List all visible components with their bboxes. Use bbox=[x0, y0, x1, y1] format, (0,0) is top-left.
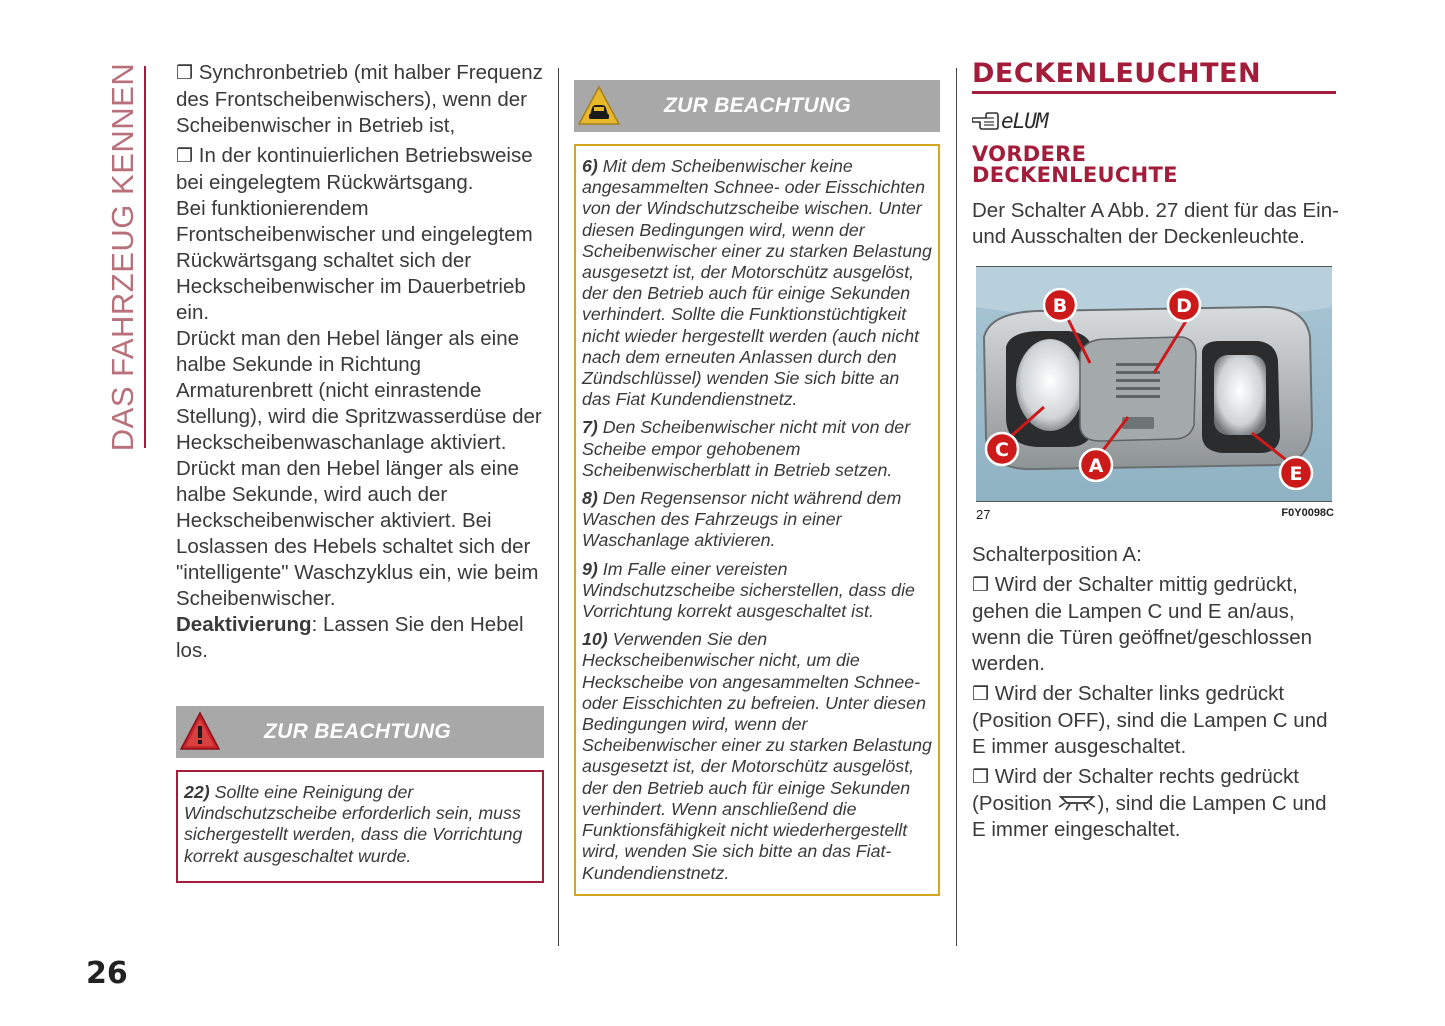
elum-label: eLUM bbox=[1001, 109, 1048, 133]
figure-number: 27 bbox=[976, 507, 991, 522]
bullet-paragraph: ❒ Wird der Schalter links gedrückt (Position OFF), sind die Lampen C und E immer ausgeschaltet. bbox=[972, 682, 1328, 758]
column-2 bbox=[574, 80, 940, 896]
switch-heading: Schalterposition A: bbox=[972, 543, 1142, 566]
bullet-paragraph: ❒ Wird der Schalter rechts gedrückt (Position ), sind die Lampen C und E immer eingeschaltet. bbox=[972, 765, 1327, 841]
switch-positions bbox=[972, 542, 1340, 843]
ceiling-light-illustration bbox=[976, 267, 1332, 501]
warning-note-box bbox=[176, 770, 544, 883]
car-warning-icon bbox=[576, 84, 622, 128]
bullet-paragraph: ❒ Synchronbetrieb (mit halber Frequenz des Frontscheibenwischers), wenn der Scheibenwischer in Betrieb ist, bbox=[176, 61, 543, 137]
warning-note-box bbox=[574, 144, 940, 896]
ceiling-light-figure bbox=[976, 266, 1332, 502]
figure-code: F0Y0098C bbox=[1281, 507, 1334, 519]
pointing-hand-icon bbox=[972, 110, 1000, 132]
side-section-title bbox=[100, 62, 146, 452]
bullet-paragraph: ❒ Wird der Schalter mittig gedrückt, gehen die Lampen C und E an/aus, wenn die Türen geöffnet/geschlossen werden. bbox=[972, 573, 1313, 675]
warning-triangle-icon bbox=[178, 710, 222, 754]
column-1 bbox=[176, 60, 544, 883]
section-title: DECKENLEUCHTEN bbox=[972, 58, 1336, 94]
warning-title: ZUR BEACHTUNG bbox=[664, 94, 852, 117]
page-number: 26 bbox=[86, 956, 128, 991]
warning-title: ZUR BEACHTUNG bbox=[264, 720, 452, 743]
figure-label-b: B bbox=[1052, 295, 1068, 317]
figure-label-d: D bbox=[1176, 295, 1192, 317]
lamp-on-icon bbox=[1057, 793, 1097, 813]
deactivation-paragraph: Deaktivierung: Lassen Sie den Hebel los. bbox=[176, 613, 524, 662]
figure-caption bbox=[976, 507, 1334, 522]
column-divider bbox=[956, 68, 957, 946]
note-item: 8) Den Regensensor nicht während dem Waschen des Fahrzeugs in einer Waschanlage aktivieren. bbox=[582, 488, 902, 551]
bullet-paragraph: ❒ In der kontinuierlichen Betriebsweise bei eingelegtem Rückwärtsgang. bbox=[176, 144, 533, 194]
intro-paragraph: Der Schalter A Abb. 27 dient für das Ein- und Ausschalten der Deckenleuchte. bbox=[972, 199, 1339, 248]
figure-27 bbox=[976, 266, 1340, 522]
column-divider bbox=[558, 68, 559, 946]
column-3 bbox=[972, 58, 1340, 843]
figure-label-a: A bbox=[1088, 455, 1104, 477]
note-item: 22) Sollte eine Reinigung der Windschutzscheibe erforderlich sein, muss sichergestellt werden, dass die Vorrichtung korrekt ausgeschaltet wurde. bbox=[184, 782, 523, 866]
note-item: 10) Verwenden Sie den Heckscheibenwischer nicht, um die Heckscheibe von angesammelten Schnee- oder Eisschichten zu befreien. Unter diesen Bedingungen wird, wenn der Scheibenwischer einer zu starken Belastung ausgesetzt ist, der Motorschütz ausgelöst, der den Betrieb auch für einige Sekunden verhindert. Wenn anschließend die Funktionsfähigkeit nicht wiederhergestellt wird, wenden Sie sich bitte an das Fiat-Kundendienstnetz. bbox=[582, 629, 932, 883]
sub-title: VORDERE DECKENLEUCHTE bbox=[972, 142, 1178, 187]
note-item: 9) Im Falle einer vereisten Windschutzscheibe sicherstellen, dass die Vorrichtung korrekt ausgeschaltet ist. bbox=[582, 558, 915, 622]
figure-label-e: E bbox=[1289, 463, 1303, 485]
paragraph: Bei funktionierendem Frontscheibenwischer und eingelegtem Rückwärtsgang schaltet sich der Heckscheibenwischer im Dauerbetrieb ein. bbox=[176, 197, 533, 324]
elum-marker bbox=[972, 106, 1340, 136]
warning-bar bbox=[574, 80, 940, 132]
figure-label-c: C bbox=[995, 439, 1009, 461]
note-item: 6) Mit dem Scheibenwischer keine angesammelten Schnee- oder Eisschichten von der Windschutzscheibe wischen. Unter diesen Bedingungen wird, wenn der Scheibenwischer einer zu starken Belastung ausgesetzt ist, der Motorschütz ausgelöst, der den Betrieb auch für einige Sekunden verhindert. Sollte die Funktionstüchtigkeit nicht wieder hergestellt werden (auch nicht nach dem erneuten Anlassen durch den Zündschlüssel) wenden Sie sich bitte an das Fiat Kundendienstnetz. bbox=[582, 156, 932, 410]
note-item: 7) Den Scheibenwischer nicht mit von der Scheibe empor gehobenem Scheibenwischerblatt in Betrieb setzen. bbox=[582, 417, 911, 480]
warning-bar bbox=[176, 706, 544, 758]
side-title-text: DAS FAHRZEUG KENNEN bbox=[105, 62, 140, 452]
paragraph: Drückt man den Hebel länger als eine halbe Sekunde in Richtung Armaturenbrett (nicht einrastende Stellung), wird die Spritzwasserdüse der Heckscheibenwaschanlage aktiviert. Drückt man den Hebel länger als eine halbe Sekunde, wird auch der Heckscheibenwischer aktiviert. Bei Loslassen des Hebels schaltet sich der "intelligente" Waschzyklus ein, wie beim Scheibenwischer. bbox=[176, 327, 542, 610]
